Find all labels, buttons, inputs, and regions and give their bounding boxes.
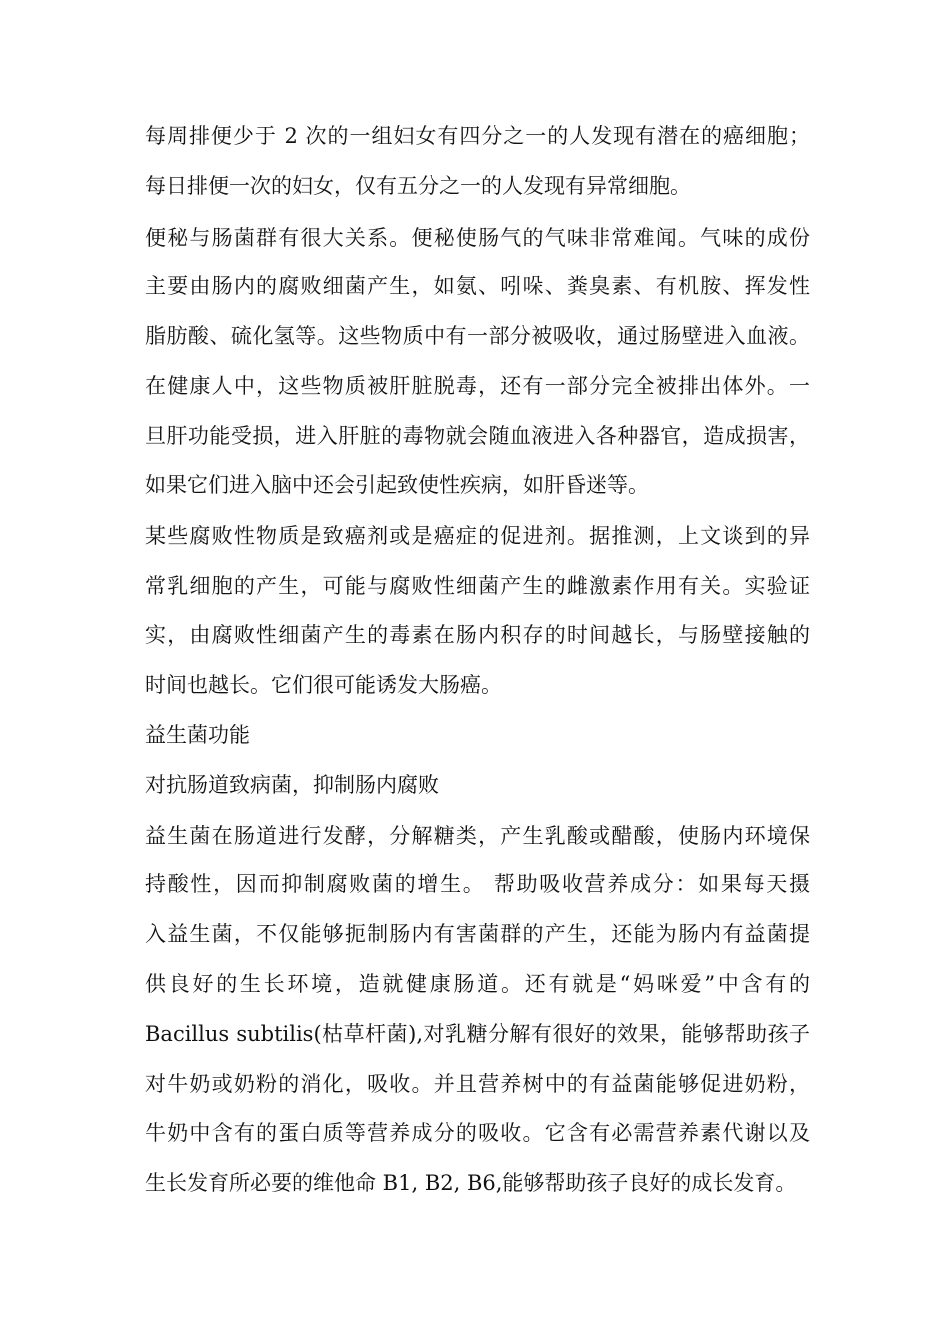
text-line: 在健康人中，这些物质被肝脏脱毒，还有一部分完全被排出体外。一 [145,374,810,398]
subsection-heading: 对抗肠道致病菌，抑制肠内腐败 [145,773,439,797]
text-line: 便秘与肠菌群有很大关系。便秘使肠气的气味非常难闻。气味的成份 [145,226,810,250]
text-line: 主要由肠内的腐败细菌产生，如氨、吲哚、粪臭素、有机胺、挥发性 [145,274,810,298]
text-line: 入益生菌，不仅能够扼制肠内有害菌群的产生，还能为肠内有益菌提 [145,922,810,946]
text-line: 益生菌在肠道进行发酵，分解糖类，产生乳酸或醋酸，使肠内环境保 [145,824,810,848]
text-line: 某些腐败性物质是致癌剂或是癌症的促进剂。据推测，上文谈到的异 [145,524,810,548]
text-line: 旦肝功能受损，进入肝脏的毒物就会随血液进入各种器官，造成损害， [145,424,810,448]
text-line: Bacillus subtilis(枯草杆菌),对乳糖分解有很好的效果，能够帮助孩子 [145,1022,810,1046]
text-line: 牛奶中含有的蛋白质等营养成分的吸收。它含有必需营养素代谢以及 [145,1121,810,1145]
text-line: 对牛奶或奶粉的消化，吸收。并且营养树中的有益菌能够促进奶粉， [145,1072,810,1096]
text-line: 常乳细胞的产生，可能与腐败性细菌产生的雌激素作用有关。实验证 [145,574,810,598]
text-line: 实，由腐败性细菌产生的毒素在肠内积存的时间越长，与肠壁接触的 [145,623,810,647]
text-line: 供良好的生长环境，造就健康肠道。还有就是“妈咪爱”中含有的 [145,972,810,996]
text-line: 每周排便少于 2 次的一组妇女有四分之一的人发现有潜在的癌细胞； [145,124,810,148]
text-line: 生长发育所必要的维他命 B1, B2, B6,能够帮助孩子良好的成长发育。 [145,1171,797,1195]
text-line: 持酸性，因而抑制腐败菌的增生。 帮助吸收营养成分：如果每天摄 [145,872,810,896]
text-line: 如果它们进入脑中还会引起致使性疾病，如肝昏迷等。 [145,473,649,497]
text-line: 脂肪酸、硫化氢等。这些物质中有一部分被吸收，通过肠壁进入血液。 [145,324,810,348]
section-heading: 益生菌功能 [145,723,250,747]
text-line: 时间也越长。它们很可能诱发大肠癌。 [145,673,502,697]
text-line: 每日排便一次的妇女，仅有五分之一的人发现有异常细胞。 [145,174,691,198]
